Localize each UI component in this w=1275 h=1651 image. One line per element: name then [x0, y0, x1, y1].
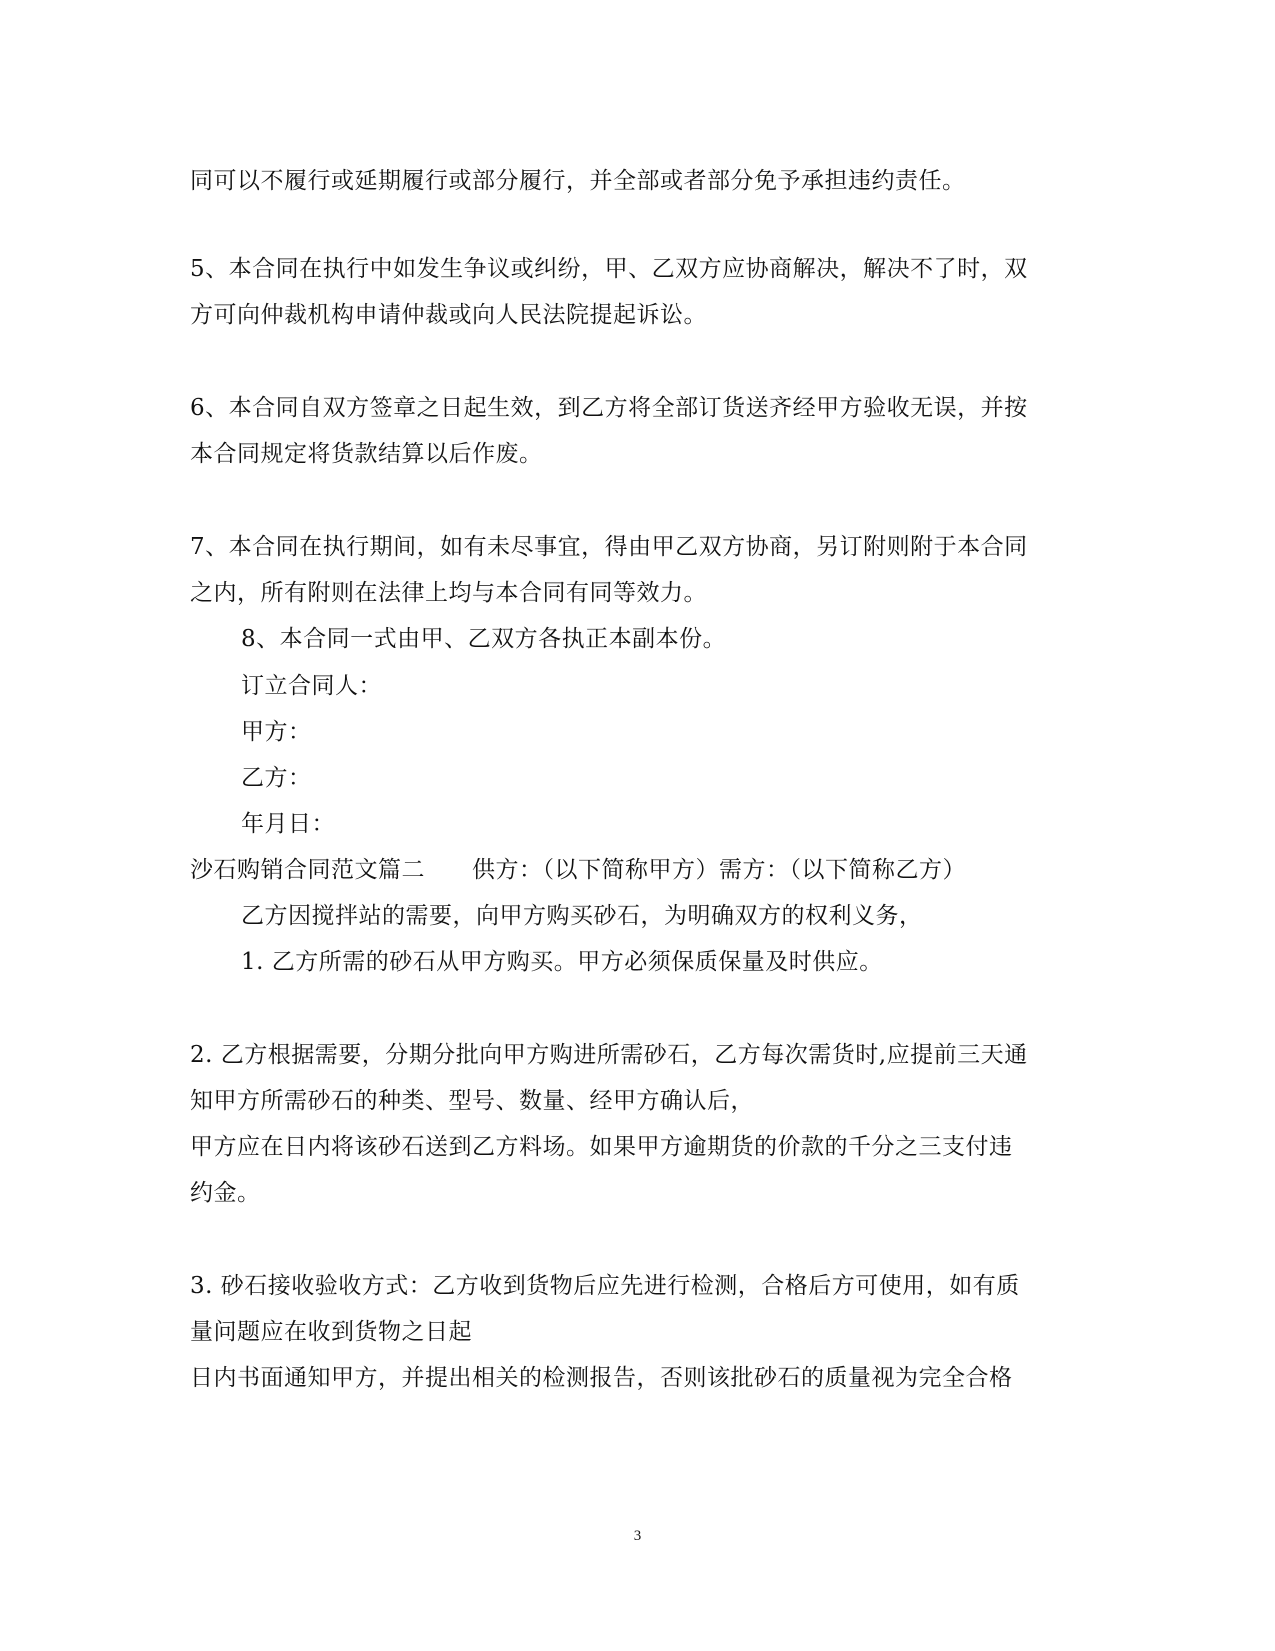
clause-5-line-2: 方可向仲裁机构申请仲裁或向人民法院提起诉讼。 — [190, 302, 707, 328]
section-title-line: 沙石购销合同范文篇二 供方：（以下简称甲方）需方：（以下简称乙方） — [190, 857, 966, 883]
item-2-line-3: 甲方应在日内将该砂石送到乙方料场。如果甲方逾期货的价款的千分之三支付违 — [190, 1134, 1013, 1160]
item-3-line-1: 3. 砂石接收验收方式：乙方收到货物后应先进行检测，合格后方可使用，如有质 — [190, 1273, 1020, 1299]
intro-line: 乙方因搅拌站的需要，向甲方购买砂石，为明确双方的权利义务， — [241, 903, 923, 929]
item-2-line-4: 约金。 — [190, 1180, 261, 1206]
party-a-label: 甲方： — [241, 719, 312, 745]
clause-5-line-1: 5、本合同在执行中如发生争议或纠纷，甲、乙双方应协商解决，解决不了时，双 — [190, 256, 1028, 282]
date-label: 年月日： — [241, 811, 335, 837]
party-b-label: 乙方： — [241, 765, 312, 791]
clause-6-line-1: 6、本合同自双方签章之日起生效，到乙方将全部订货送齐经甲方验收无误，并按 — [190, 395, 1028, 421]
signatories-label: 订立合同人： — [241, 673, 382, 699]
clause-8: 8、本合同一式由甲、乙双方各执正本副本份。 — [241, 626, 727, 652]
item-1: 1. 乙方所需的砂石从甲方购买。甲方必须保质保量及时供应。 — [241, 949, 883, 975]
text-line: 同可以不履行或延期履行或部分履行，并全部或者部分免予承担违约责任。 — [190, 168, 966, 194]
page-number: 3 — [633, 1528, 642, 1544]
clause-6-line-2: 本合同规定将货款结算以后作废。 — [190, 441, 543, 467]
item-3-line-3: 日内书面通知甲方，并提出相关的检测报告，否则该批砂石的质量视为完全合格 — [190, 1365, 1013, 1391]
clause-7-line-2: 之内，所有附则在法律上均与本合同有同等效力。 — [190, 580, 707, 606]
item-2-line-2: 知甲方所需砂石的种类、型号、数量、经甲方确认后， — [190, 1088, 754, 1114]
clause-7-line-1: 7、本合同在执行期间，如有未尽事宜，得由甲乙双方协商，另订附则附于本合同 — [190, 534, 1028, 560]
item-3-line-2: 量问题应在收到货物之日起 — [190, 1319, 472, 1345]
item-2-line-1: 2. 乙方根据需要，分期分批向甲方购进所需砂石，乙方每次需货时,应提前三天通 — [190, 1042, 1028, 1068]
